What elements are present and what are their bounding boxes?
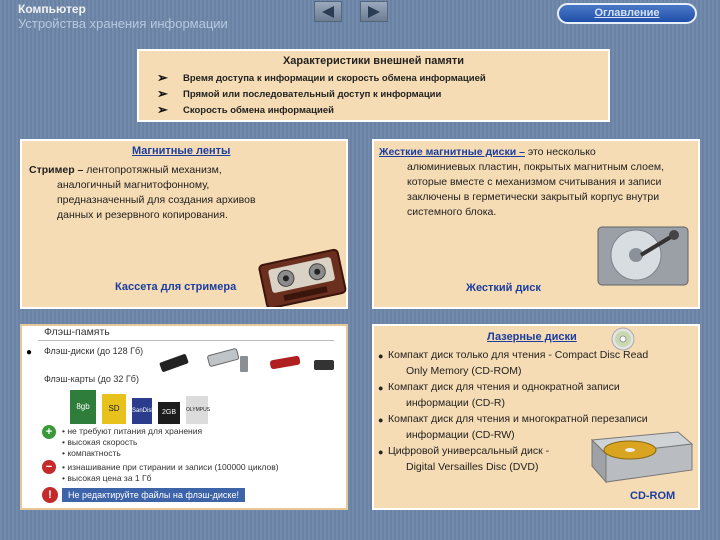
header-title: Компьютер: [18, 2, 86, 16]
tapes-panel: [20, 139, 348, 309]
flash-drives-image: [152, 346, 342, 378]
flash-card: SanDisk: [132, 398, 152, 424]
list-item: ● Компакт диск для чтения и однократной записи: [378, 380, 696, 396]
tapes-text: предназначенный для создания архивов: [57, 194, 256, 206]
pros-item: • компактность: [62, 448, 121, 458]
list-item: [157, 86, 486, 102]
bullet-dot: ●: [378, 447, 384, 457]
list-item: ● Компакт диск для чтения и многократной перезаписи: [378, 412, 696, 428]
list-item-cont: Digital Versailles Disc (DVD): [406, 461, 539, 473]
laser-panel: [372, 324, 700, 510]
bullet-dot: ●: [378, 415, 384, 425]
cd-rom-drive-image: [586, 426, 696, 488]
list-item: [157, 102, 486, 118]
hdd-text: системного блока.: [407, 206, 497, 218]
hdd-text: алюминиевых пластин, покрытых магнитным слоем,: [407, 161, 664, 173]
arrow-bullet-icon: ➢: [157, 70, 168, 85]
cassette-image: [256, 247, 348, 307]
prev-button[interactable]: [314, 1, 342, 22]
flash-drives-label: Флэш-диски (до 128 Гб): [44, 346, 144, 356]
cons-item: • изнашивание при стирании и записи (100000 циклов): [62, 462, 279, 472]
characteristics-title: Характеристики внешней памяти: [282, 55, 465, 67]
header-subtitle: Устройства хранения информации: [18, 16, 228, 31]
list-item-text: Время доступа к информации и скорость обмена информацией: [183, 72, 486, 84]
flash-cards-row: [70, 390, 211, 424]
hard-disk-image: [596, 219, 692, 289]
pros-icon: +: [42, 425, 56, 439]
hdd-caption: Жесткий диск: [466, 282, 541, 294]
arrow-bullet-icon: ➢: [157, 102, 168, 117]
hdd-text: которые вместе с механизмом считывания и записи: [407, 176, 662, 188]
bullet-dot: ●: [378, 351, 384, 361]
arrow-right-icon: [366, 5, 382, 19]
tapes-text: данных и резервного копирования.: [57, 209, 228, 221]
flash-card: 2GB: [158, 402, 180, 424]
laser-caption: CD-ROM: [630, 490, 676, 502]
pros-item: • высокая скорость: [62, 437, 138, 447]
tapes-text: аналогичный магнитофонному,: [57, 179, 210, 191]
menu-button[interactable]: Оглавление: [557, 3, 697, 24]
list-item-cont: информации (CD-R): [406, 397, 505, 409]
hdd-panel: [372, 139, 700, 309]
flash-card: OLYMPUS: [186, 396, 208, 424]
cons-icon: −: [42, 460, 56, 474]
hdd-text: заключены в герметически закрытый корпус внутри: [407, 191, 660, 203]
hdd-text: это несколько: [524, 146, 596, 158]
next-button[interactable]: [360, 1, 388, 22]
flash-card: SD: [102, 394, 126, 424]
tapes-title: Магнитные ленты: [132, 145, 231, 157]
bullet-dot: ●: [378, 383, 384, 393]
bullet-dot: ●: [26, 347, 33, 358]
laser-title: Лазерные диски: [487, 331, 577, 343]
list-item-cont: информации (CD-RW): [406, 429, 515, 441]
list-item-text: Скорость обмена информацией: [183, 104, 334, 116]
cons-item: • высокая цена за 1 Гб: [62, 473, 152, 483]
tapes-caption: Кассета для стримера: [115, 281, 237, 293]
characteristics-list: [157, 70, 486, 118]
list-item: [157, 70, 486, 86]
flash-cards-label: Флэш-карты (до 32 Гб): [44, 374, 139, 384]
list-item: ● Цифровой универсальный диск -: [378, 444, 696, 460]
arrow-bullet-icon: ➢: [157, 86, 168, 101]
pros-item: • не требуют питания для хранения: [62, 426, 203, 436]
warning-icon: !: [42, 487, 58, 503]
hdd-title: Жесткие магнитные диски –: [379, 146, 525, 158]
tapes-text: лентопротяжный механизм,: [83, 164, 222, 176]
flash-card: 8gb: [70, 390, 96, 424]
flash-panel: [20, 324, 348, 510]
tapes-term: Стример –: [29, 164, 84, 176]
list-item: ● Компакт диск только для чтения - Compact Disc Read: [378, 348, 696, 364]
arrow-left-icon: [320, 5, 336, 19]
warning-text: Не редактируйте файлы на флэш-диске!: [62, 488, 245, 502]
list-item-cont: Only Memory (CD-ROM): [406, 365, 522, 377]
list-item-text: Прямой или последовательный доступ к информации: [183, 88, 442, 100]
flash-title: Флэш-память: [44, 326, 110, 338]
